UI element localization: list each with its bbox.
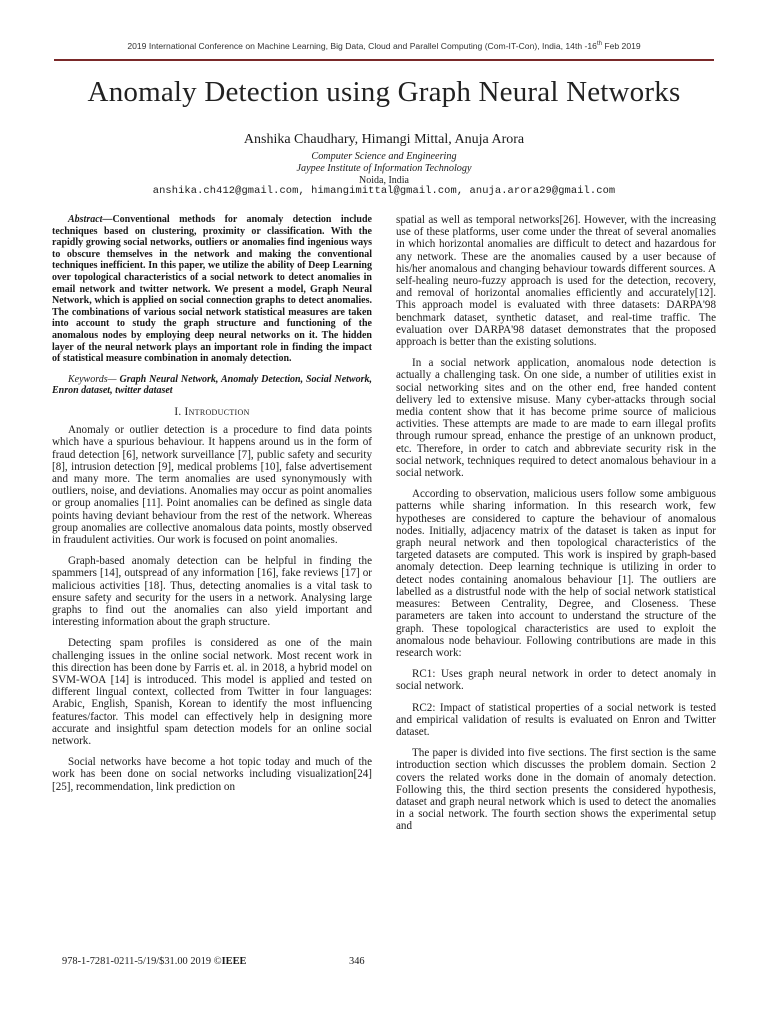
paragraph: Detecting spam profiles is considered as one of the main challenging issues in the online social network. Most recent work in this direction has been done by Farris et. al. in 2018, a hybrid model on SVM-WOA [14] is introduced. This model is applied and tested on different lingual context, collected from Twitter in four languages: Arabic, English, Spanish, Korean to identify the most influencing features/factor. This model can effectively help in designing more accurate and insightful spam detection models for an online social network. — [52, 637, 372, 747]
keywords-label: Keywords— — [68, 373, 120, 385]
paper-title: Anomaly Detection using Graph Neural Networks — [87, 76, 681, 108]
affiliation-department: Computer Science and Engineering — [311, 151, 457, 162]
paragraph: According to observation, malicious users follow some ambiguous patterns while sharing information. In this research work, few hypotheses are considered to capture the behaviour of anomalous nodes. Initially, adjacency matrix of the dataset is taken as input for graph neural network and then topological characteristics of the targeted datasets are computed. This work is inspired by graph-based anomaly detection. Deep learning technique is utilizing in order to detect nodes containing anomalous behaviour [1]. The outliers are labelled as a distrustful node with the help of social network statistical measures: Between Centrality, Degree, and Closeness. These parameters are taken into account to understand the structure of the graph. These topological characteristics are used to exploit the anomalous node behaviour. Following contributions are made in this research work: — [396, 488, 716, 659]
affiliation-location: Noida, India — [359, 175, 409, 186]
abstract-text: Conventional methods for anomaly detection include techniques based on clustering, proximity or classification. With the rapidly growing social networks, outliers or anomalies find ingenious ways to obscure themselves in the network and making the conventional techniques inefficient. In this paper, we utilize the ability of Deep Learning over topological characteristics of a social network to detect anomalies in email network and twitter network. We present a model, Graph Neural Network, which is applied on social connection graphs to detect anomalies. The combinations of various social network statistical measures are taken into account to study the graph structure and functioning of the anomalous nodes by employing deep neural networks on it. The hidden layer of the neural network plays an important role in finding the impact of statistical measure combination in anomaly detection. — [52, 214, 372, 365]
keywords-text: Graph Neural Network, Anomaly Detection, Social Network, Enron dataset, twitter dataset — [52, 373, 372, 397]
footer-copyright: 978-1-7281-0211-5/19/$31.00 2019 ©IEEE — [62, 956, 247, 967]
conference-header: 2019 International Conference on Machine Learning, Big Data, Cloud and Parallel Computing (Com-IT-Con), India, 14th -16th Feb 2019 — [127, 41, 641, 51]
author-emails: anshika.ch412@gmail.com, himangimittal@gmail.com, anuja.arora29@gmail.com — [152, 185, 616, 197]
header-rule — [54, 59, 714, 61]
affiliation-institute: Jaypee Institute of Information Technology — [296, 163, 472, 174]
paragraph: Graph-based anomaly detection can be helpful in finding the spammers [14], outspread of any information [16], fake reviews [17] or malicious activities [18]. Thus, detecting anomalies is a vital task to ensure safety and security for the users in a network. Analysing large graphs to find out the anomalies can also yield important and interesting information about the graph structure. — [52, 555, 372, 629]
section-heading-introduction: I. Introduction — [174, 405, 250, 418]
conference-date-superscript: th — [596, 41, 602, 48]
paragraph-rc1: RC1: Uses graph neural network in order to detect anomaly in social network. — [396, 668, 716, 693]
paragraph: spatial as well as temporal networks[26]. However, with the increasing use of these platforms, user come under the threat of several anomalies in which horizontal anomalies are difficult to detect and hazardous for any network. These are the anomalies caused by a user because of his/her anomalous and changing behaviour towards different sources. A self-healing neuro-fuzzy approach is used for the detection, recovery, and removal of horizontal anomalies efficiently and accurately[12]. This approach model is evaluated with three datasets: DARPA'98 benchmark dataset, synthetic dataset, and real-time traffic. The evaluation over DARPA'98 dataset demonstrates that the proposed approach is better than the existing solutions. — [396, 214, 716, 349]
abstract — [52, 214, 372, 365]
paragraph: Anomaly or outlier detection is a procedure to find data points which have a spurious behaviour. It happens around us in the form of fraud detection [6], network surveillance [7], public safety and security [8], intrusion detection [9], medical problems [10], false advertisement and many more. The term anomalies are used synonymously with outliers, noise, and deviations. Anomalies may occur as point anomalies or group anomalies [11]. Point anomalies can be defined as single data points having deviant behaviour from the rest of the network. Whereas group anomalies are collective anomalous data points, mostly observed in fraudulent activities. Our work is focused on point anomalies. — [52, 424, 372, 546]
paragraph: Social networks have become a hot topic today and much of the work has been done on social networks including visualization[24] [25], recommendation, link prediction on — [52, 756, 372, 793]
page-number: 346 — [349, 956, 365, 967]
paragraph: The paper is divided into five sections. The first section is the same introduction section which discusses the problem domain. Section 2 covers the related works done in the domain of anomaly detection. Following this, the third section presents the considered hypothesis, dataset and graph neural network which is used to detect the anomalies in a social network. The fourth section shows the experimental setup and — [396, 747, 716, 833]
paper-authors: Anshika Chaudhary, Himangi Mittal, Anuja Arora — [243, 132, 525, 147]
paragraph-rc2: RC2: Impact of statistical properties of a social network is tested and empirical validation of results is evaluated on Enron and Twitter dataset. — [396, 701, 716, 738]
keywords — [52, 374, 372, 397]
right-column — [396, 214, 716, 842]
paragraph: In a social network application, anomalous node detection is actually a challenging task. On one side, a number of utilities exist in social networking sites and on the other end, free handed content delivery led to extensive misuse. Many cyber-attacks through social media content show that it has become prime source of malicious activities. These attempts are made to are made to earn illegal profits through rumour spread, enhance the prestige of an unknown product, etc. Therefore, in order to catch and abbreviate security risk in the social network, techniques required to detect anomalous behaviour in a social network. — [396, 357, 716, 480]
ieee-logo-text: IEEE — [221, 956, 247, 967]
abstract-label: Abstract— — [68, 214, 113, 225]
left-column — [52, 214, 372, 802]
